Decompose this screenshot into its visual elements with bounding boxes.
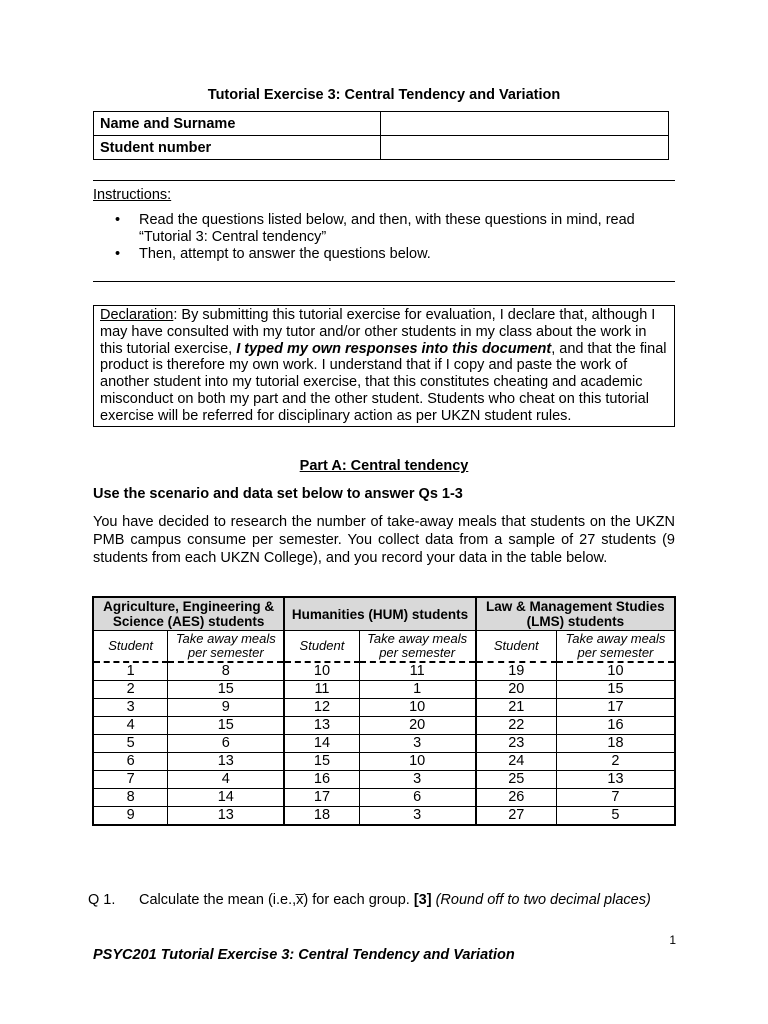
name-surname-label: Name and Surname — [94, 112, 381, 136]
table-cell: 1 — [93, 662, 168, 681]
table-row — [93, 717, 675, 735]
table-cell: 10 — [556, 662, 675, 681]
table-cell: 6 — [359, 789, 476, 807]
table-row — [93, 753, 675, 771]
table-cell: 16 — [556, 717, 675, 735]
table-cell: 6 — [93, 753, 168, 771]
table-cell: 15 — [556, 681, 675, 699]
table-cell: 18 — [284, 807, 359, 826]
table-cell: 14 — [168, 789, 285, 807]
page-footer: PSYC201 Tutorial Exercise 3: Central Tendency and Variation — [93, 947, 515, 963]
declaration-text-1: : By submitting this tutorial exercise for evaluation, I declare that, although I may have consulted with my tutor and/or other students in my class about the work in this tutorial exercise, — [100, 307, 656, 357]
table-cell: 24 — [476, 753, 557, 771]
table-cell: 13 — [168, 807, 285, 826]
table-cell: 17 — [556, 699, 675, 717]
divider-top — [93, 180, 675, 181]
table-cell: 18 — [556, 735, 675, 753]
table-cell: 10 — [359, 753, 476, 771]
page-number: 1 — [669, 933, 676, 947]
subheader-student: Student — [93, 631, 168, 663]
group-header-lms: Law & Management Studies (LMS) students — [476, 597, 675, 631]
group-header-hum: Humanities (HUM) students — [284, 597, 475, 631]
table-cell: 5 — [556, 807, 675, 826]
declaration-emphasis: I typed my own responses into this document — [236, 340, 552, 357]
table-cell: 5 — [93, 735, 168, 753]
table-cell: 15 — [284, 753, 359, 771]
part-a-heading: Part A: Central tendency — [299, 458, 469, 474]
subheader-student: Student — [476, 631, 557, 663]
table-cell: 14 — [284, 735, 359, 753]
table-cell: 20 — [476, 681, 557, 699]
question-1-note: (Round off to two decimal places) — [431, 892, 651, 908]
instructions-heading: Instructions: — [93, 187, 172, 203]
table-cell: 15 — [168, 681, 285, 699]
table-cell: 3 — [359, 735, 476, 753]
declaration-text-2: , and that the final product is therefore my own work. I understand that if I copy and paste the work of another student into my tutorial exercise, that this constitutes cheating and academic misconduct on both my part and the other student. Students who cheat on this tutorial exercise will be referred for disciplinary action as per UKZN student rules. — [100, 340, 667, 424]
table-cell: 7 — [556, 789, 675, 807]
student-info-table — [93, 111, 669, 160]
document-title: Tutorial Exercise 3: Central Tendency and Variation — [207, 87, 561, 103]
name-surname-field[interactable] — [381, 112, 669, 136]
question-1-text — [139, 892, 659, 908]
table-cell: 7 — [93, 771, 168, 789]
subheader-student: Student — [284, 631, 359, 663]
table-cell: 8 — [168, 662, 285, 681]
table-cell: 11 — [359, 662, 476, 681]
table-cell: 12 — [284, 699, 359, 717]
student-number-label: Student number — [94, 136, 381, 160]
table-cell: 13 — [556, 771, 675, 789]
subheader-meals: Take away meals per semester — [556, 631, 675, 663]
table-cell: 16 — [284, 771, 359, 789]
instruction-item: • Read the questions listed below, and then, with these questions in mind, read “Tutorial 3: Central tendency” — [93, 212, 675, 246]
table-cell: 26 — [476, 789, 557, 807]
table-cell: 11 — [284, 681, 359, 699]
group-header-aes: Agriculture, Engineering & Science (AES) students — [93, 597, 284, 631]
table-cell: 2 — [556, 753, 675, 771]
table-row — [93, 735, 675, 753]
table-cell: 10 — [359, 699, 476, 717]
table-row — [93, 662, 675, 681]
meals-data-table — [92, 596, 676, 826]
table-row — [93, 681, 675, 699]
declaration-label: Declaration — [100, 307, 174, 323]
table-cell: 23 — [476, 735, 557, 753]
divider-bottom — [93, 281, 675, 282]
declaration-box — [93, 305, 675, 427]
table-row — [93, 771, 675, 789]
table-cell: 13 — [284, 717, 359, 735]
scenario-paragraph: You have decided to research the number of take-away meals that students on the UKZN PMB campus consume per semester. You collect data from a sample of 27 students (9 students from each UKZN College), and you record your data in the table below. — [93, 514, 675, 566]
table-cell: 19 — [476, 662, 557, 681]
table-cell: 3 — [359, 807, 476, 826]
table-cell: 21 — [476, 699, 557, 717]
table-cell: 20 — [359, 717, 476, 735]
instructions-list — [93, 212, 675, 263]
table-row — [93, 807, 675, 826]
table-cell: 3 — [93, 699, 168, 717]
table-row — [93, 789, 675, 807]
table-cell: 8 — [93, 789, 168, 807]
table-row — [93, 699, 675, 717]
subheader-meals: Take away meals per semester — [168, 631, 285, 663]
subheader-meals: Take away meals per semester — [359, 631, 476, 663]
instruction-item: • Then, attempt to answer the questions below. — [93, 246, 675, 263]
table-cell: 13 — [168, 753, 285, 771]
table-cell: 9 — [93, 807, 168, 826]
table-cell: 22 — [476, 717, 557, 735]
table-cell: 17 — [284, 789, 359, 807]
table-cell: 4 — [168, 771, 285, 789]
scenario-instruction: Use the scenario and data set below to answer Qs 1-3 — [93, 486, 463, 502]
table-cell: 9 — [168, 699, 285, 717]
table-cell: 15 — [168, 717, 285, 735]
table-cell: 3 — [359, 771, 476, 789]
table-cell: 4 — [93, 717, 168, 735]
table-cell: 6 — [168, 735, 285, 753]
student-number-field[interactable] — [381, 136, 669, 160]
table-cell: 10 — [284, 662, 359, 681]
table-cell: 27 — [476, 807, 557, 826]
table-cell: 25 — [476, 771, 557, 789]
question-1-body: Calculate the mean (i.e.,x̅) for each group. — [139, 892, 414, 908]
question-1-marks: [3] — [413, 892, 432, 908]
question-1-number: Q 1. — [88, 892, 116, 908]
table-cell: 2 — [93, 681, 168, 699]
table-cell: 1 — [359, 681, 476, 699]
